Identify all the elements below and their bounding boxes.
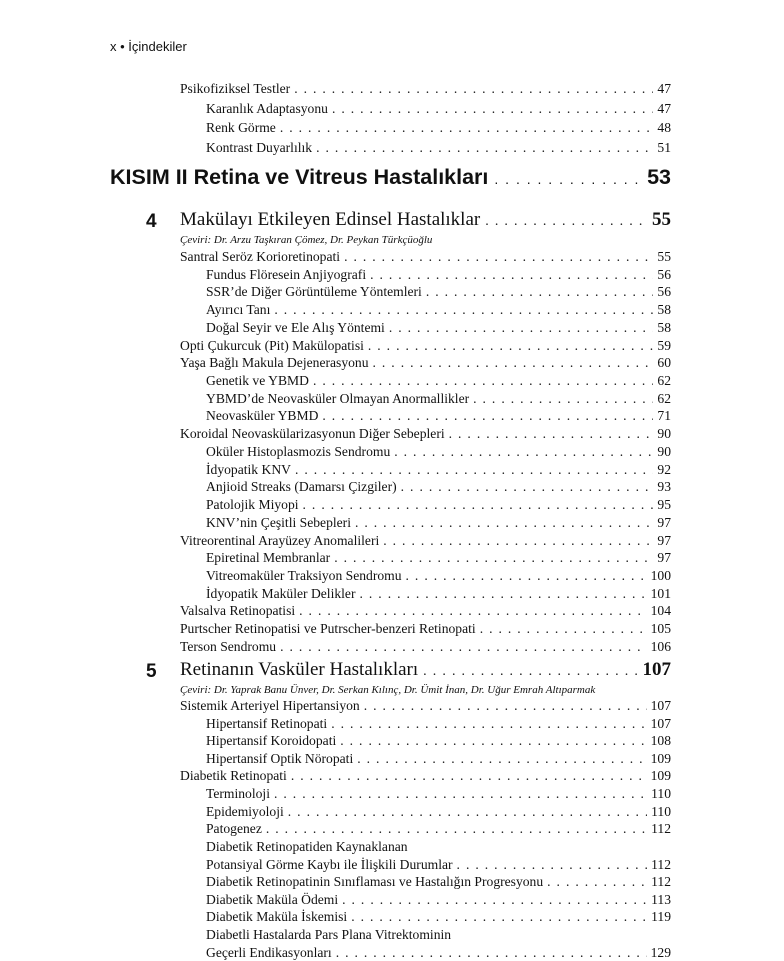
chapter-5-title: Retinanın Vasküler Hastalıkları <box>180 659 419 680</box>
toc-entry <box>206 803 671 821</box>
part-leader <box>494 171 641 187</box>
toc-entry-title: Vitreorentinal Arayüzey Anomalileri <box>180 532 380 548</box>
toc-dot-leader <box>547 873 647 891</box>
toc-entry <box>206 407 671 425</box>
toc-dot-leader <box>357 750 646 768</box>
toc-entry-page: 105 <box>650 621 671 637</box>
toc-entry <box>180 620 671 638</box>
toc-entry <box>206 585 671 603</box>
toc-entry <box>180 354 671 372</box>
toc-entry-title: Epiretinal Membranlar <box>206 550 331 566</box>
toc-entry <box>180 532 671 550</box>
toc-entry <box>206 732 671 750</box>
chapter-4-translators: Çeviri: Dr. Arzu Taşkıran Çömez, Dr. Peykan Türkçüoğlu <box>180 234 433 246</box>
toc-dot-leader <box>473 390 653 408</box>
toc-entry-title: Diabetik Retinopatiden Kaynaklanan <box>206 838 408 854</box>
toc-dot-leader <box>394 443 653 461</box>
toc-entry <box>206 514 671 532</box>
toc-dot-leader <box>368 337 654 355</box>
toc-entry-page: 97 <box>657 514 671 530</box>
toc-entry-title: Purtscher Retinopatisi ve Putrscher-benzeri Retinopati <box>180 621 476 637</box>
toc-dot-leader <box>274 785 647 803</box>
toc-dot-leader <box>351 908 647 926</box>
toc-dot-leader <box>303 496 654 514</box>
toc-entry <box>206 372 671 390</box>
toc-entry-page: 101 <box>650 585 671 601</box>
toc-entry-title: Diabetik Retinopatinin Sınıflaması ve Hastalığın Progresyonu <box>206 874 544 890</box>
toc-dot-leader <box>291 767 647 785</box>
toc-entry-page: 119 <box>651 909 671 925</box>
toc-entry <box>206 139 671 157</box>
toc-entry-title: SSR’de Diğer Görüntüleme Yöntemleri <box>206 284 422 300</box>
toc-entry-title: Hipertansif Optik Nöropati <box>206 750 354 766</box>
toc-entry-title: İdyopatik Maküler Delikler <box>206 585 356 601</box>
toc-entry-title: Diabetik Maküla İskemisi <box>206 909 348 925</box>
toc-entry <box>206 283 671 301</box>
chapter-4-title: Makülayı Etkileyen Edinsel Hastalıklar <box>180 209 481 230</box>
toc-entry-title: Yaşa Bağlı Makula Dejenerasyonu <box>180 355 369 371</box>
toc-dot-leader <box>288 803 647 821</box>
toc-dot-leader <box>295 461 653 479</box>
toc-entry-title: Neovasküler YBMD <box>206 408 319 424</box>
toc-entry <box>206 715 671 733</box>
toc-entry-page: 129 <box>650 944 671 960</box>
toc-entry-title: Hipertansif Koroidopati <box>206 733 337 749</box>
toc-dot-leader <box>336 944 647 961</box>
toc-entry-title: Patolojik Miyopi <box>206 497 299 513</box>
toc-entry-page: 97 <box>657 532 671 548</box>
toc-dot-leader <box>332 100 653 118</box>
toc-entry-page: 60 <box>657 355 671 371</box>
toc-dot-leader <box>342 891 647 909</box>
toc-entry <box>206 891 671 909</box>
toc-entry <box>206 496 671 514</box>
toc-entry-title: Renk Görme <box>206 120 276 135</box>
toc-dot-leader <box>266 820 647 838</box>
running-head: x • İçindekiler <box>110 39 187 54</box>
toc-entry-title: Hipertansif Retinopati <box>206 715 328 731</box>
toc-entry <box>206 873 671 891</box>
toc-entry <box>206 908 671 926</box>
toc-entry-title: İdyopatik KNV <box>206 461 291 477</box>
chapter-4-page: 55 <box>652 209 671 230</box>
toc-entry-title: Ayırıcı Tanı <box>206 302 271 318</box>
toc-entry-page: 48 <box>657 120 671 135</box>
toc-entry-title: Vitreomaküler Traksiyon Sendromu <box>206 567 402 583</box>
chapter-4-heading <box>180 209 671 231</box>
toc-entry-page: 58 <box>657 302 671 318</box>
toc-entry-page: 58 <box>657 319 671 335</box>
toc-dot-leader <box>355 514 653 532</box>
toc-entry <box>180 602 671 620</box>
toc-dot-leader <box>426 283 654 301</box>
toc-entry-title: Kontrast Duyarlılık <box>206 139 313 155</box>
toc-entry <box>206 944 671 961</box>
toc-dot-leader <box>457 856 648 874</box>
toc-dot-leader <box>370 266 653 284</box>
toc-entry-page: 112 <box>651 874 671 890</box>
toc-dot-leader <box>294 80 653 98</box>
chapter-5-leader <box>423 664 637 680</box>
toc-entry-page: 62 <box>657 373 671 389</box>
toc-entry <box>206 266 671 284</box>
toc-entry-page: 90 <box>657 426 671 442</box>
toc-entry-page: 109 <box>650 768 671 784</box>
toc-entry-title: Santral Seröz Korioretinopati <box>180 249 341 264</box>
toc-entry <box>206 390 671 408</box>
toc-dot-leader <box>313 372 653 390</box>
toc-entry-page: 93 <box>657 479 671 495</box>
toc-entry-page: 71 <box>657 408 671 424</box>
toc-entry-page: 107 <box>650 715 671 731</box>
toc-entry <box>206 549 671 567</box>
toc-dot-leader <box>340 732 646 750</box>
toc-entry-title: Epidemiyoloji <box>206 803 284 819</box>
toc-entry-title: Potansiyal Görme Kaybı ile İlişkili Durumlar <box>206 856 453 872</box>
toc-entry-page: 90 <box>657 443 671 459</box>
toc-dot-leader <box>280 119 654 137</box>
toc-entry-title: Fundus Flöresein Anjiyografi <box>206 266 367 282</box>
toc-entry <box>180 425 671 443</box>
toc-entry <box>206 567 671 585</box>
toc-entry-title: Koroidal Neovaskülarizasyonun Diğer Sebepleri <box>180 426 445 442</box>
toc-entry-title: Karanlık Adaptasyonu <box>206 100 328 116</box>
toc-dot-leader <box>344 248 653 266</box>
toc-entry <box>180 638 671 656</box>
toc-entry-page: 56 <box>657 266 671 282</box>
toc-entry-page: 112 <box>651 856 671 872</box>
chapter-4-number: 4 <box>146 211 157 232</box>
toc-entry <box>180 767 671 785</box>
toc-entry <box>180 80 671 98</box>
toc-dot-leader <box>280 638 647 656</box>
chapter-5-heading <box>180 659 671 681</box>
toc-entry-title: Psikofiziksel Testler <box>180 81 291 96</box>
toc-entry-title: KNV’nin Çeşitli Sebepleri <box>206 514 351 530</box>
toc-entry <box>206 838 671 856</box>
toc-entry-title: Diabetik Retinopati <box>180 768 287 784</box>
toc-entry-page: 47 <box>657 100 671 116</box>
toc-dot-leader <box>373 354 654 372</box>
toc-entry <box>206 478 671 496</box>
toc-entry-title: Diabetik Maküla Ödemi <box>206 891 339 907</box>
part-heading <box>110 165 671 190</box>
toc-dot-leader <box>389 319 654 337</box>
toc-entry-title: Diabetli Hastalarda Pars Plana Vitrektominin <box>206 927 452 943</box>
toc-dot-leader <box>316 139 653 157</box>
toc-entry-title: Terson Sendromu <box>180 638 277 654</box>
toc-entry-title: Patogenez <box>206 821 262 837</box>
part-title: KISIM II Retina ve Vitreus Hastalıkları <box>110 165 489 189</box>
toc-dot-leader <box>401 478 654 496</box>
toc-entry-title: Valsalva Retinopatisi <box>180 603 296 619</box>
toc-entry-page: 112 <box>651 821 671 837</box>
toc-dot-leader <box>383 532 653 550</box>
toc-entry-page: 100 <box>650 567 671 583</box>
toc-entry-page: 108 <box>650 733 671 749</box>
toc-entry-title: Oküler Histoplasmozis Sendromu <box>206 443 391 459</box>
toc-entry-page: 95 <box>657 497 671 513</box>
toc-entry-page: 59 <box>657 337 671 353</box>
chapter-5-page: 107 <box>642 659 671 680</box>
toc-entry <box>180 337 671 355</box>
toc-entry-page: 110 <box>651 786 671 802</box>
toc-entry <box>206 319 671 337</box>
toc-entry <box>206 926 671 944</box>
toc-entry-title: Opti Çukurcuk (Pit) Makülopatisi <box>180 337 364 353</box>
toc-entry-title: Doğal Seyir ve Ele Alış Yöntemi <box>206 319 385 335</box>
toc-entry <box>206 119 671 137</box>
part-page: 53 <box>647 165 671 189</box>
toc-entry-page: 62 <box>657 390 671 406</box>
toc-entry <box>206 301 671 319</box>
toc-entry <box>206 461 671 479</box>
toc-dot-leader <box>274 301 653 319</box>
toc-entry <box>206 856 671 874</box>
toc-dot-leader <box>299 602 646 620</box>
toc-entry <box>180 248 671 266</box>
toc-dot-leader <box>322 407 653 425</box>
toc-dot-leader <box>334 549 653 567</box>
toc-dot-leader <box>360 585 647 603</box>
toc-dot-leader <box>406 567 647 585</box>
toc-entry-title: Geçerli Endikasyonları <box>206 944 332 960</box>
toc-dot-leader <box>364 697 647 715</box>
toc-entry-page: 51 <box>657 139 671 155</box>
toc-entry-page: 109 <box>650 750 671 766</box>
toc-dot-leader <box>331 715 646 733</box>
chapter-5-translators: Çeviri: Dr. Yaprak Banu Ünver, Dr. Serkan Kılınç, Dr. Ümit İnan, Dr. Uğur Emrah Altıparmak <box>180 684 596 696</box>
toc-entry-page: 106 <box>650 638 671 654</box>
toc-entry-title: Terminoloji <box>206 786 270 802</box>
toc-entry-page: 104 <box>650 603 671 619</box>
chapter-5-number: 5 <box>146 661 157 682</box>
toc-entry-page: 56 <box>657 284 671 300</box>
toc-entry-page: 110 <box>651 803 671 819</box>
toc-entry-page: 97 <box>657 550 671 566</box>
toc-entry <box>206 443 671 461</box>
toc-entry-page: 113 <box>651 891 671 907</box>
toc-dot-leader <box>449 425 654 443</box>
toc-entry <box>206 750 671 768</box>
chapter-4-leader <box>485 214 647 230</box>
toc-entry-page: 92 <box>657 461 671 477</box>
toc-entry-page: 55 <box>657 249 671 264</box>
toc-entry-title: Anjioid Streaks (Damarsı Çizgiler) <box>206 479 397 495</box>
toc-entry-page: 107 <box>650 698 671 713</box>
toc-entry-page: 47 <box>657 81 671 96</box>
toc-entry <box>206 100 671 118</box>
toc-entry <box>206 820 671 838</box>
toc-entry <box>180 697 671 715</box>
toc-dot-leader <box>480 620 647 638</box>
toc-entry-title: Sistemik Arteriyel Hipertansiyon <box>180 698 360 713</box>
toc-entry-title: YBMD’de Neovasküler Olmayan Anormallikler <box>206 390 470 406</box>
toc-entry-title: Genetik ve YBMD <box>206 373 309 389</box>
toc-entry <box>206 785 671 803</box>
